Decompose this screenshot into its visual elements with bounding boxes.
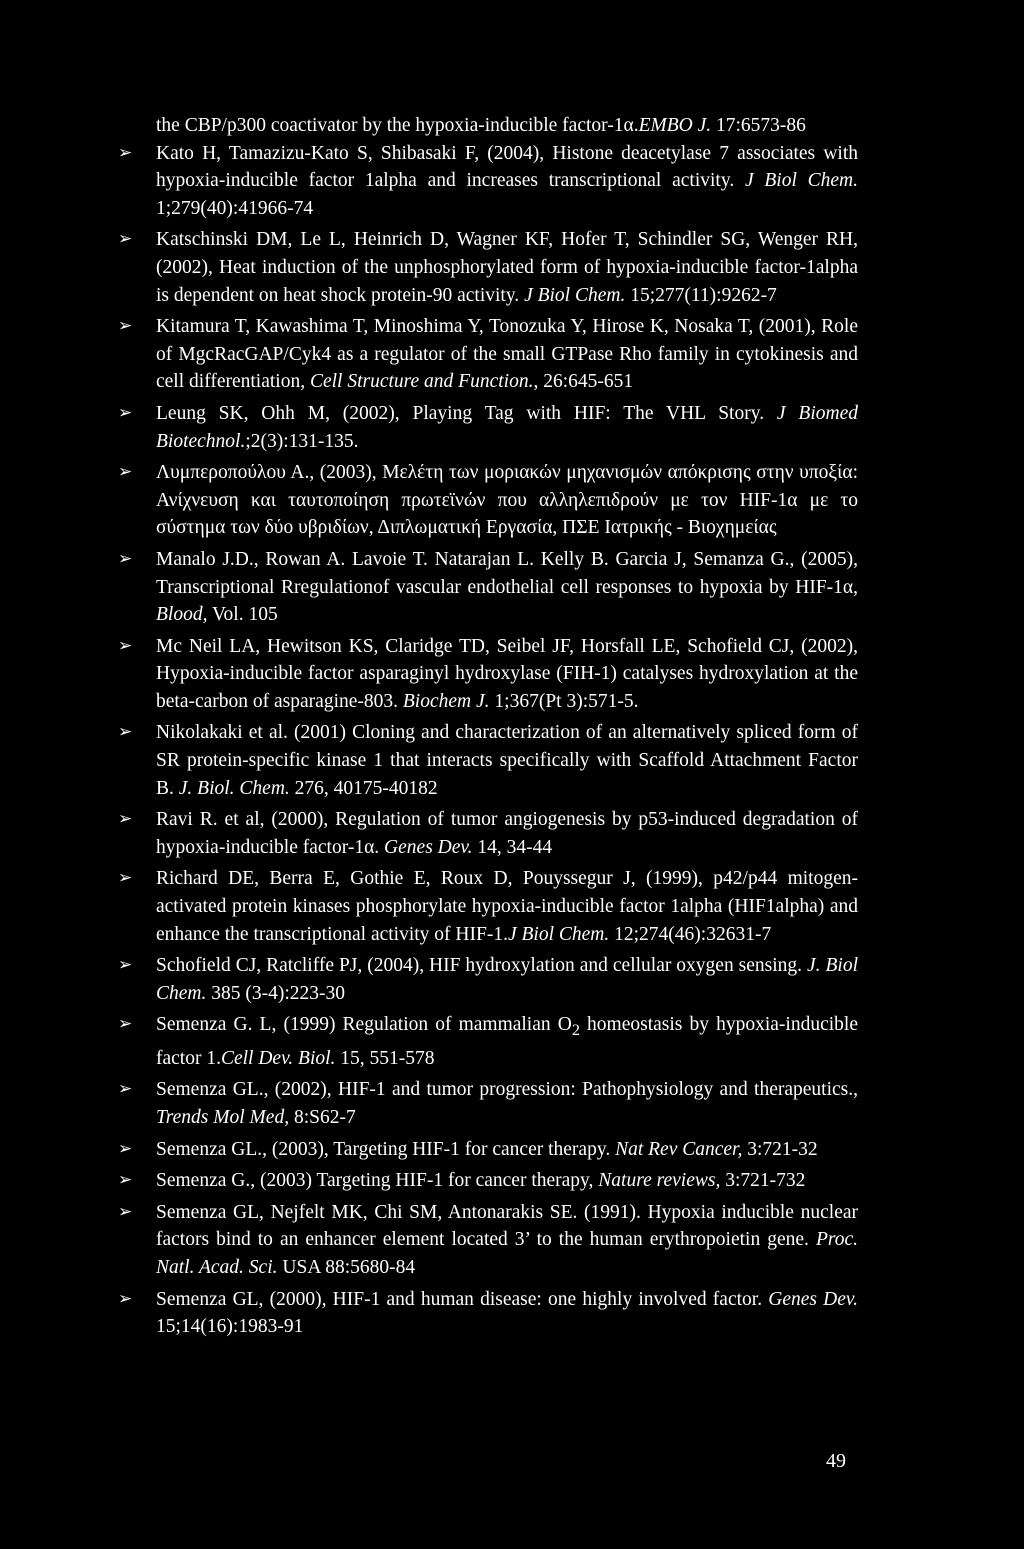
reference-text: Mc Neil LA, Hewitson KS, Claridge TD, Seibel JF, Horsfall LE, Schofield CJ, (2002), Hypoxia-inducible factor asparaginyl hydroxylase (FIH-1) catalyses hydroxylation at the beta-carbon of asparagine-803. bbox=[156, 635, 858, 712]
reference-text: Semenza GL., (2003), Targeting HIF-1 for cancer therapy. bbox=[156, 1138, 616, 1160]
arrow-bullet-icon: ➢ bbox=[118, 868, 133, 889]
reference-journal: J Biomed Biotechnol. bbox=[156, 402, 858, 452]
reference-text: 1;367(Pt 3):571-5. bbox=[489, 690, 639, 712]
reference-text: , 26:645-651 bbox=[533, 371, 634, 393]
reference-text: Richard DE, Berra E, Gothie E, Roux D, Pouyssegur J, (1999), p42/p44 mitogen-activated protein kinases phosphorylate hypoxia-inducible factor 1alpha (HIF1alpha) and enhance the transcriptional activity of HIF-1. bbox=[156, 868, 858, 945]
reference-text: Nikolakaki et al. (2001) Cloning and characterization of an alternatively spliced form of SR protein-specific kinase 1 that interacts specifically with Scaffold Attachment Factor B. bbox=[156, 722, 858, 799]
reference-text: Semenza G. L, (1999) Regulation of mammalian O bbox=[156, 1014, 572, 1036]
reference-item bbox=[118, 952, 858, 1007]
arrow-bullet-icon: ➢ bbox=[118, 955, 133, 976]
reference-item bbox=[118, 1199, 858, 1282]
reference-text: Manalo J.D., Rowan A. Lavoie T. Natarajan L. Kelly B. Garcia J, Semanza G., (2005), Transcriptional Rregulationof vascular endothelial cell responses to hypoxia by HIF-1α, bbox=[156, 548, 858, 598]
arrow-bullet-icon: ➢ bbox=[118, 722, 133, 743]
reference-text: Schofield CJ, Ratcliffe PJ, (2004), HIF hydroxylation and cellular oxygen sensing. bbox=[156, 955, 807, 977]
reference-item bbox=[118, 400, 858, 455]
reference-text: 17:6573-86 bbox=[711, 115, 806, 136]
arrow-bullet-icon: ➢ bbox=[118, 1138, 133, 1159]
reference-text: 14, 34-44 bbox=[472, 836, 553, 858]
reference-text: USA 88:5680-84 bbox=[277, 1257, 416, 1279]
arrow-bullet-icon: ➢ bbox=[118, 402, 133, 423]
reference-continuation bbox=[118, 112, 858, 140]
arrow-bullet-icon: ➢ bbox=[118, 635, 133, 656]
reference-text: the CBP/p300 coactivator by the hypoxia-inducible factor-1α. bbox=[156, 115, 639, 136]
arrow-bullet-icon: ➢ bbox=[118, 1014, 133, 1035]
reference-journal: J Biol Chem. bbox=[524, 284, 626, 306]
reference-item bbox=[118, 313, 858, 396]
reference-subscript: 2 bbox=[571, 1021, 580, 1040]
reference-text: Kato H, Tamazizu-Kato S, Shibasaki F, (2004), Histone deacetylase 7 associates with hypoxia-inducible factor 1alpha and increases transcriptional activity. bbox=[156, 142, 858, 192]
reference-text: Semenza GL, (2000), HIF-1 and human disease: one highly involved factor. bbox=[156, 1288, 769, 1310]
arrow-bullet-icon: ➢ bbox=[118, 1201, 133, 1222]
reference-item bbox=[118, 719, 858, 802]
reference-text: Kitamura T, Kawashima T, Minoshima Y, Tonozuka Y, Hirose K, Nosaka T, (2001), Role of MgcRacGAP/Cyk4 as a regulator of the small GTPase Rho family in cytokinesis and cell differentiation, bbox=[156, 316, 858, 393]
reference-text: 15;277(11):9262-7 bbox=[625, 284, 777, 306]
reference-item bbox=[118, 1167, 858, 1195]
reference-journal: Cell Structure and Function. bbox=[309, 371, 534, 393]
reference-journal: Trends Mol Med, bbox=[156, 1107, 290, 1129]
reference-journal: Nat Rev Cancer, bbox=[615, 1138, 743, 1160]
reference-journal: Proc. Natl. Acad. Sci. bbox=[156, 1229, 858, 1279]
reference-item bbox=[118, 226, 858, 309]
reference-text: 276, 40175-40182 bbox=[289, 777, 438, 799]
reference-item bbox=[118, 1011, 858, 1072]
arrow-bullet-icon: ➢ bbox=[118, 809, 133, 830]
reference-text: Vol. 105 bbox=[207, 604, 278, 626]
arrow-bullet-icon: ➢ bbox=[118, 229, 133, 250]
reference-text: 12;274(46):32631-7 bbox=[609, 923, 772, 945]
reference-text: 3:721-32 bbox=[742, 1138, 818, 1160]
reference-journal: J. Biol. Chem. bbox=[178, 777, 290, 799]
arrow-bullet-icon: ➢ bbox=[118, 1079, 133, 1100]
reference-text: Leung SK, Ohh M, (2002), Playing Tag with HIF: The VHL Story. bbox=[156, 402, 777, 424]
reference-journal: Cell Dev. Biol. bbox=[220, 1047, 336, 1069]
reference-item bbox=[118, 546, 858, 629]
reference-text: Λυμπεροπούλου Α., (2003), Μελέτη των μοριακών μηχανισμών απόκρισης στην υποξία: Ανίχνευση και ταυτοποίηση πρωτεϊνών που αλληλεπιδρούν με τον HIF-1α με το σύστημα των δύο υβριδίων, Διπλωματική Εργασία, ΠΣΕ Ιατρικής - Βιοχημείας bbox=[156, 462, 858, 539]
arrow-bullet-icon: ➢ bbox=[118, 1288, 133, 1309]
reference-item bbox=[118, 459, 858, 542]
reference-list bbox=[118, 112, 858, 1345]
reference-item bbox=[118, 1286, 858, 1341]
reference-journal: Genes Dev. bbox=[384, 836, 473, 858]
arrow-bullet-icon: ➢ bbox=[118, 316, 133, 337]
reference-text: 15;14(16):1983-91 bbox=[156, 1316, 304, 1338]
reference-text: 8:S62-7 bbox=[289, 1107, 356, 1129]
reference-item bbox=[118, 865, 858, 948]
reference-item bbox=[118, 633, 858, 716]
arrow-bullet-icon: ➢ bbox=[118, 142, 133, 163]
arrow-bullet-icon: ➢ bbox=[118, 1170, 133, 1191]
reference-text: 385 (3-4):223-30 bbox=[206, 982, 346, 1004]
reference-text: Semenza GL, Nejfelt MK, Chi SM, Antonarakis SE. (1991). Hypoxia inducible nuclear factors bind to an enhancer element located 3’ to the human erythropoietin gene. bbox=[156, 1201, 858, 1251]
reference-text: Semenza G., (2003) Targeting HIF-1 for cancer therapy, bbox=[156, 1170, 599, 1192]
page-number: 49 bbox=[826, 1450, 846, 1472]
reference-journal: Nature reviews, bbox=[598, 1170, 721, 1192]
reference-text: Ravi R. et al, (2000), Regulation of tumor angiogenesis by p53-induced degradation of hypoxia-inducible factor-1α. bbox=[156, 809, 858, 858]
arrow-bullet-icon: ➢ bbox=[118, 462, 133, 483]
reference-text: homeostasis by hypoxia-inducible factor 1. bbox=[156, 1014, 858, 1069]
reference-journal: J Biol Chem. bbox=[507, 923, 610, 945]
reference-text: 1;279(40):41966-74 bbox=[156, 197, 314, 219]
reference-text: ;2(3):131-135. bbox=[245, 430, 359, 452]
reference-journal: J Biol Chem. bbox=[744, 170, 859, 192]
reference-journal: Biochem J. bbox=[402, 690, 490, 712]
reference-text: 15, 551-578 bbox=[335, 1047, 435, 1069]
arrow-bullet-icon: ➢ bbox=[118, 548, 133, 569]
reference-item bbox=[118, 1076, 858, 1131]
reference-journal: EMBO J. bbox=[638, 115, 712, 136]
reference-text: Katschinski DM, Le L, Heinrich D, Wagner KF, Hofer T, Schindler SG, Wenger RH, (2002), Heat induction of the unphosphorylated form of hypoxia-inducible factor-1alpha is dependent on heat shock protein-90 activity. bbox=[156, 229, 858, 306]
reference-journal: Genes Dev. bbox=[768, 1288, 858, 1310]
reference-item bbox=[118, 806, 858, 861]
reference-item bbox=[118, 1136, 858, 1164]
reference-journal: Blood, bbox=[156, 604, 208, 626]
reference-text: Semenza GL., (2002), HIF-1 and tumor progression: Pathophysiology and therapeutics., bbox=[156, 1079, 858, 1101]
reference-text: 3:721-732 bbox=[720, 1170, 806, 1192]
reference-item bbox=[118, 140, 858, 223]
reference-journal: J. Biol Chem. bbox=[156, 955, 858, 1004]
